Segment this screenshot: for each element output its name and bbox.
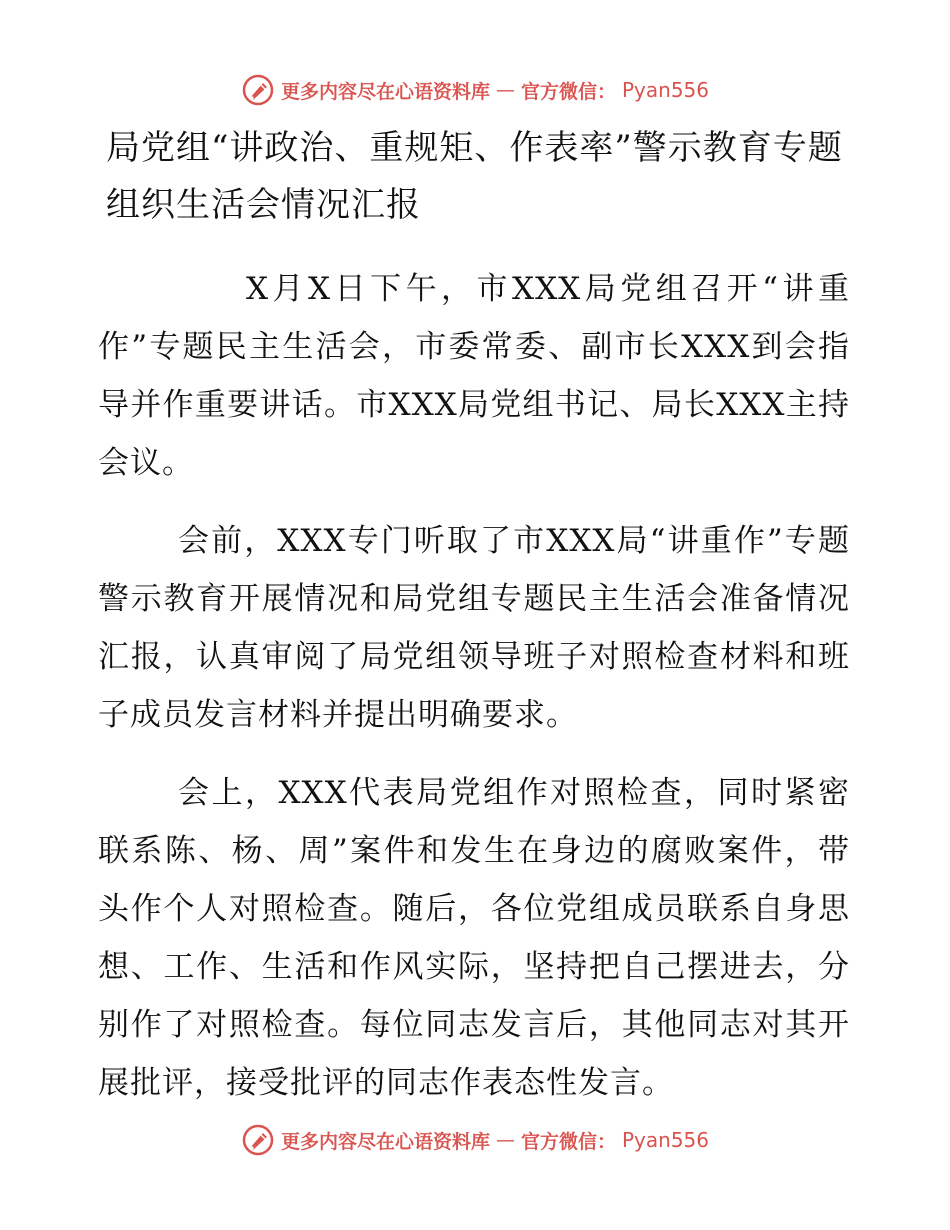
pen-nib-logo-icon — [241, 1123, 275, 1157]
paragraph-3: 会上，XXX代表局党组作对照检查，同时紧密联系陈、杨、周”案件和发生在身边的腐败案件，带头作个人对照检查。随后，各位党组成员联系自身思想、工作、生活和作风实际，坚持把自己摆进去，分别作了对照检查。每位同志发言后，其他同志对其开展批评，接受批评的同志作表态性发言。 — [98, 775, 850, 1101]
paragraph-1: X月X日下午，市XXX局党组召开“讲重作”专题民主生活会，市委常委、副市长XXX到会指导并作重要讲话。市XXX局党组书记、局长XXX主持会议。 — [98, 271, 850, 481]
pen-nib-logo-icon — [241, 73, 275, 107]
watermark-official-label: 官方微信： — [520, 1130, 616, 1153]
footer-watermark — [0, 1120, 950, 1160]
document-title: 局党组“讲政治、重规矩、作表率”警示教育专题组织生活会情况汇报 — [106, 128, 843, 225]
watermark-official-label: 官方微信： — [520, 80, 616, 103]
header-watermark — [0, 70, 950, 110]
watermark-text: 更多内容尽在心语资料库 — [280, 1130, 490, 1153]
watermark-dash: — — [495, 79, 515, 101]
watermark-text: 更多内容尽在心语资料库 — [280, 80, 490, 103]
paragraph-2: 会前，XXX专门听取了市XXX局“讲重作”专题警示教育开展情况和局党组专题民主生活会准备情况汇报，认真审阅了局党组领导班子对照检查材料和班子成员发言材料并提出明确要求。 — [98, 523, 850, 733]
document-body — [98, 120, 850, 1112]
watermark-wechat-id: Pyan556 — [622, 1128, 710, 1152]
watermark-wechat-id: Pyan556 — [622, 78, 710, 102]
watermark-dash: — — [495, 1129, 515, 1151]
